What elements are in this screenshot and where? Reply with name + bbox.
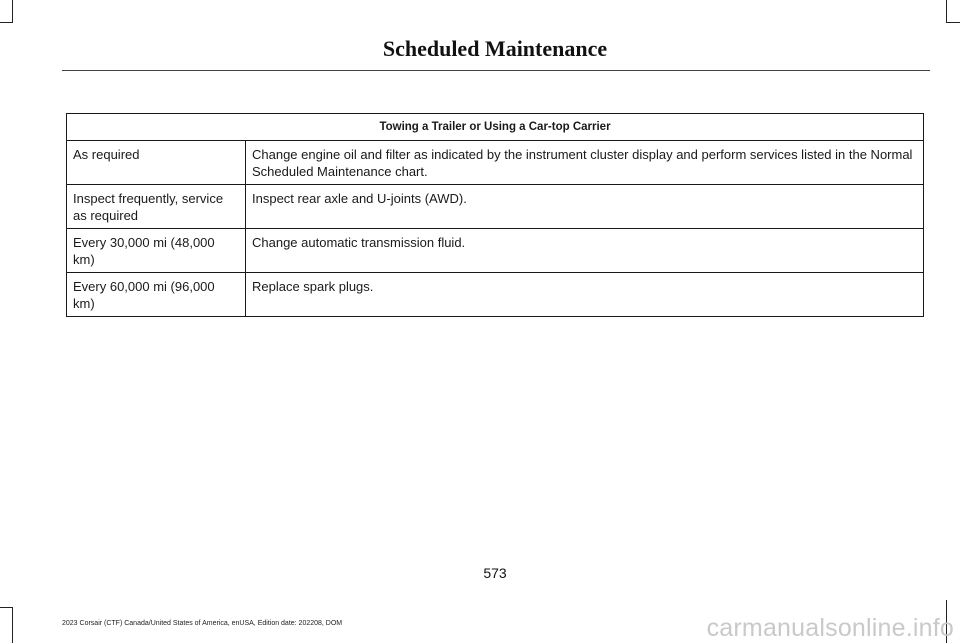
crop-mark: [0, 607, 12, 608]
crop-mark: [0, 22, 12, 23]
crop-mark: [947, 22, 960, 23]
maintenance-table: [66, 113, 924, 317]
header-divider: [62, 70, 930, 71]
crop-mark: [12, 607, 13, 643]
table-row: [67, 141, 924, 185]
watermark: carmanualsonline.info: [706, 614, 954, 642]
table-caption: Towing a Trailer or Using a Car-top Carrier: [67, 114, 924, 141]
table-row: [67, 273, 924, 317]
action-cell: Change engine oil and filter as indicated by the instrument cluster display and perform services listed in the Normal Scheduled Maintenance chart.: [246, 141, 924, 185]
footer-edition-text: 2023 Corsair (CTF) Canada/United States of America, enUSA, Edition date: 202208, DOM: [62, 620, 343, 627]
table-row: [67, 229, 924, 273]
interval-cell: Every 30,000 mi (48,000 km): [67, 229, 246, 273]
action-cell: Inspect rear axle and U-joints (AWD).: [246, 185, 924, 229]
action-cell: Change automatic transmission fluid.: [246, 229, 924, 273]
page-number: 573: [483, 565, 507, 581]
action-cell: Replace spark plugs.: [246, 273, 924, 317]
table-caption-row: [67, 114, 924, 141]
interval-cell: Every 60,000 mi (96,000 km): [67, 273, 246, 317]
interval-cell: Inspect frequently, service as required: [67, 185, 246, 229]
page-title: Scheduled Maintenance: [382, 36, 608, 61]
interval-cell: As required: [67, 141, 246, 185]
table-row: [67, 185, 924, 229]
crop-mark: [946, 0, 947, 23]
crop-mark: [12, 0, 13, 23]
